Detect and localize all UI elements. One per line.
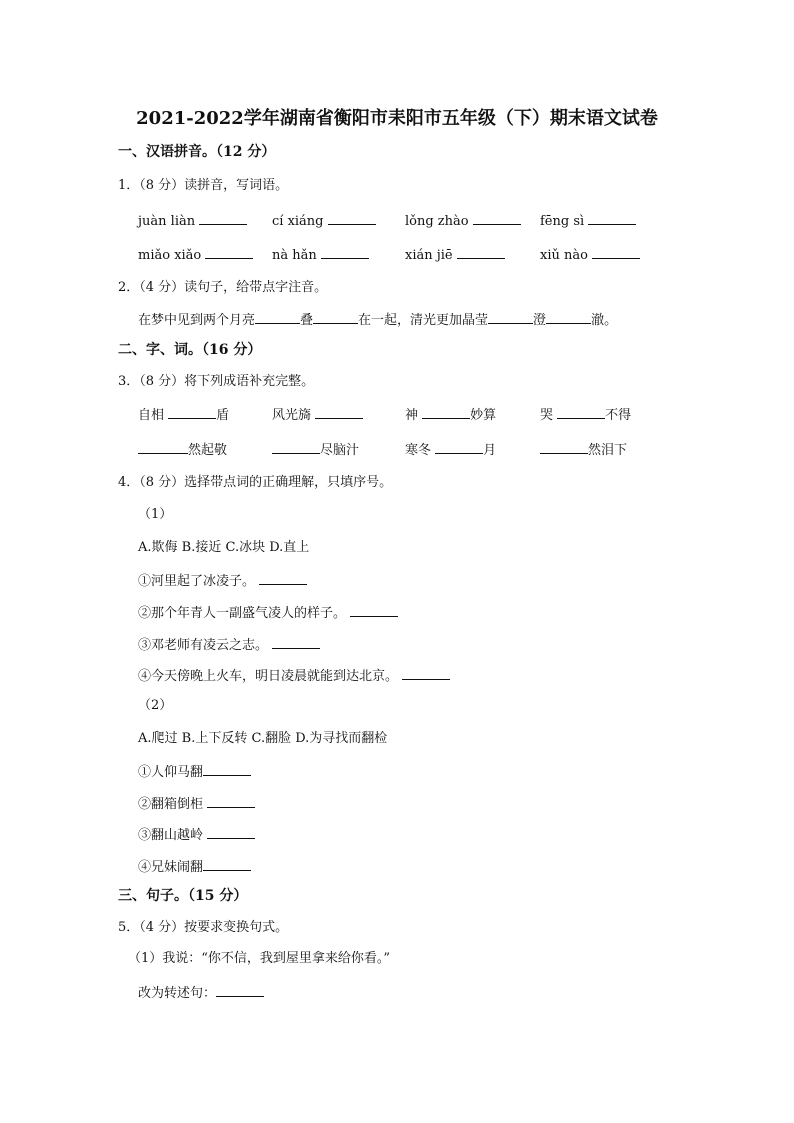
answer-blank[interactable]: [259, 572, 307, 585]
answer-blank[interactable]: [313, 311, 358, 324]
options-line: A.爬过 B.上下反转 C.翻脸 D.为寻找而翻检: [138, 731, 388, 746]
idiom-prefix: 自相: [138, 408, 165, 423]
prompt-text: 改为转述句：: [138, 986, 217, 1001]
idiom-prefix: 哭: [540, 408, 554, 423]
answer-blank[interactable]: [435, 441, 483, 454]
pinyin-text: cí xiáng: [272, 214, 324, 229]
answer-blank[interactable]: [199, 212, 247, 225]
answer-blank[interactable]: [402, 667, 450, 680]
answer-blank[interactable]: [207, 795, 255, 808]
answer-blank[interactable]: [272, 636, 320, 649]
subquestion-label: （1）: [138, 507, 173, 522]
question-2-stem: 2．（4 分）读句子，给带点字注音。: [118, 280, 328, 295]
answer-blank[interactable]: [592, 246, 640, 259]
question-5-stem: 5．（4 分）按要求变换句式。: [118, 920, 289, 935]
choice-text: ④兄妹闹翻: [138, 860, 204, 875]
dotted-character: 叠: [300, 313, 314, 328]
answer-blank[interactable]: [203, 763, 251, 776]
choice-text: ①人仰马翻: [138, 765, 204, 780]
question-5-sub1-prompt: [138, 984, 264, 1002]
pinyin-item: [540, 212, 636, 230]
choice-item: [138, 604, 398, 622]
pinyin-item: [272, 212, 376, 230]
answer-blank[interactable]: [168, 406, 216, 419]
idiom-item: [405, 406, 496, 424]
idiom-suffix: 然泪下: [588, 443, 628, 458]
section-heading-sentences: 三、句子。（15 分）: [118, 888, 248, 904]
pinyin-text: miǎo xiǎo: [138, 248, 202, 263]
idiom-suffix: 妙算: [470, 408, 497, 423]
subquestion-label: （2）: [138, 698, 173, 713]
idiom-prefix: 神: [405, 408, 419, 423]
choice-text: ③邓老师有凌云之志。: [138, 638, 269, 653]
answer-blank[interactable]: [473, 212, 521, 225]
idiom-item: [540, 441, 627, 459]
answer-blank[interactable]: [203, 858, 251, 871]
choice-item: [138, 826, 255, 844]
choice-item: [138, 572, 307, 590]
choice-item: [138, 763, 251, 781]
idiom-item: [272, 441, 359, 459]
sentence-part: 在一起，清光更加晶莹: [358, 313, 489, 328]
pinyin-item: [138, 246, 253, 264]
idiom-item: [540, 406, 631, 424]
choice-item: [138, 795, 255, 813]
pinyin-text: fēng sì: [540, 214, 585, 229]
answer-blank[interactable]: [255, 311, 300, 324]
choice-text: ②翻箱倒柜: [138, 797, 204, 812]
idiom-prefix: 风光旖: [272, 408, 312, 423]
choice-text: ①河里起了冰凌子。: [138, 574, 256, 589]
idiom-suffix: 不得: [605, 408, 632, 423]
dotted-character: 澄: [533, 313, 547, 328]
pinyin-item: [540, 246, 640, 264]
question-3-stem: 3．（8 分）将下列成语补充完整。: [118, 374, 315, 389]
pinyin-text: juàn liàn: [138, 214, 196, 229]
section-heading-words: 二、字、词。（16 分）: [118, 342, 262, 358]
pinyin-text: nà hǎn: [272, 248, 317, 263]
idiom-suffix: 然起敬: [188, 443, 228, 458]
choice-item: [138, 858, 251, 876]
pinyin-item: [138, 212, 247, 230]
question-4-stem: 4．（8 分）选择带点词的正确理解，只填序号。: [118, 475, 393, 490]
idiom-prefix: 寒冬: [405, 443, 432, 458]
question-5-sub1: （1）我说：“你不信，我到屋里拿来给你看。”: [128, 951, 391, 966]
answer-blank[interactable]: [216, 984, 264, 997]
choice-item: [138, 667, 450, 685]
pinyin-item: [272, 246, 369, 264]
options-line: A.欺侮 B.接近 C.冰块 D.直上: [138, 540, 310, 555]
answer-blank[interactable]: [328, 212, 376, 225]
answer-blank[interactable]: [457, 246, 505, 259]
answer-blank[interactable]: [207, 826, 255, 839]
page-title: 2021-2022学年湖南省衡阳市耒阳市五年级（下）期末语文试卷: [136, 108, 658, 129]
choice-item: [138, 636, 320, 654]
answer-blank[interactable]: [321, 246, 369, 259]
idiom-item: [138, 406, 229, 424]
idiom-item: [272, 406, 363, 424]
idiom-item: [405, 441, 496, 459]
idiom-suffix: 月: [483, 443, 497, 458]
sentence-part: 在梦中见到两个月亮: [138, 313, 256, 328]
choice-text: ②那个年青人一副盛气凌人的样子。: [138, 606, 347, 621]
idiom-item: [138, 441, 227, 459]
answer-blank[interactable]: [588, 212, 636, 225]
section-heading-pinyin: 一、汉语拼音。（12 分）: [118, 144, 276, 160]
sentence-part: 澈。: [591, 313, 618, 328]
pinyin-item: [405, 246, 505, 264]
pinyin-text: xián jiē: [405, 248, 453, 263]
question-1-stem: 1．（8 分）读拼音，写词语。: [118, 178, 289, 193]
answer-blank[interactable]: [350, 604, 398, 617]
answer-blank[interactable]: [422, 406, 470, 419]
answer-blank[interactable]: [272, 441, 320, 454]
answer-blank[interactable]: [205, 246, 253, 259]
answer-blank[interactable]: [315, 406, 363, 419]
choice-text: ③翻山越岭: [138, 828, 204, 843]
choice-text: ④今天傍晚上火车，明日凌晨就能到达北京。: [138, 669, 399, 684]
question-2-sentence: [138, 311, 617, 329]
answer-blank[interactable]: [546, 311, 591, 324]
answer-blank[interactable]: [557, 406, 605, 419]
answer-blank[interactable]: [540, 441, 588, 454]
answer-blank[interactable]: [138, 441, 188, 454]
pinyin-text: xiǔ nào: [540, 248, 588, 263]
pinyin-text: lǒng zhào: [405, 214, 469, 229]
idiom-suffix: 尽脑汁: [320, 443, 360, 458]
idiom-suffix: 盾: [216, 408, 230, 423]
answer-blank[interactable]: [488, 311, 533, 324]
pinyin-item: [405, 212, 521, 230]
